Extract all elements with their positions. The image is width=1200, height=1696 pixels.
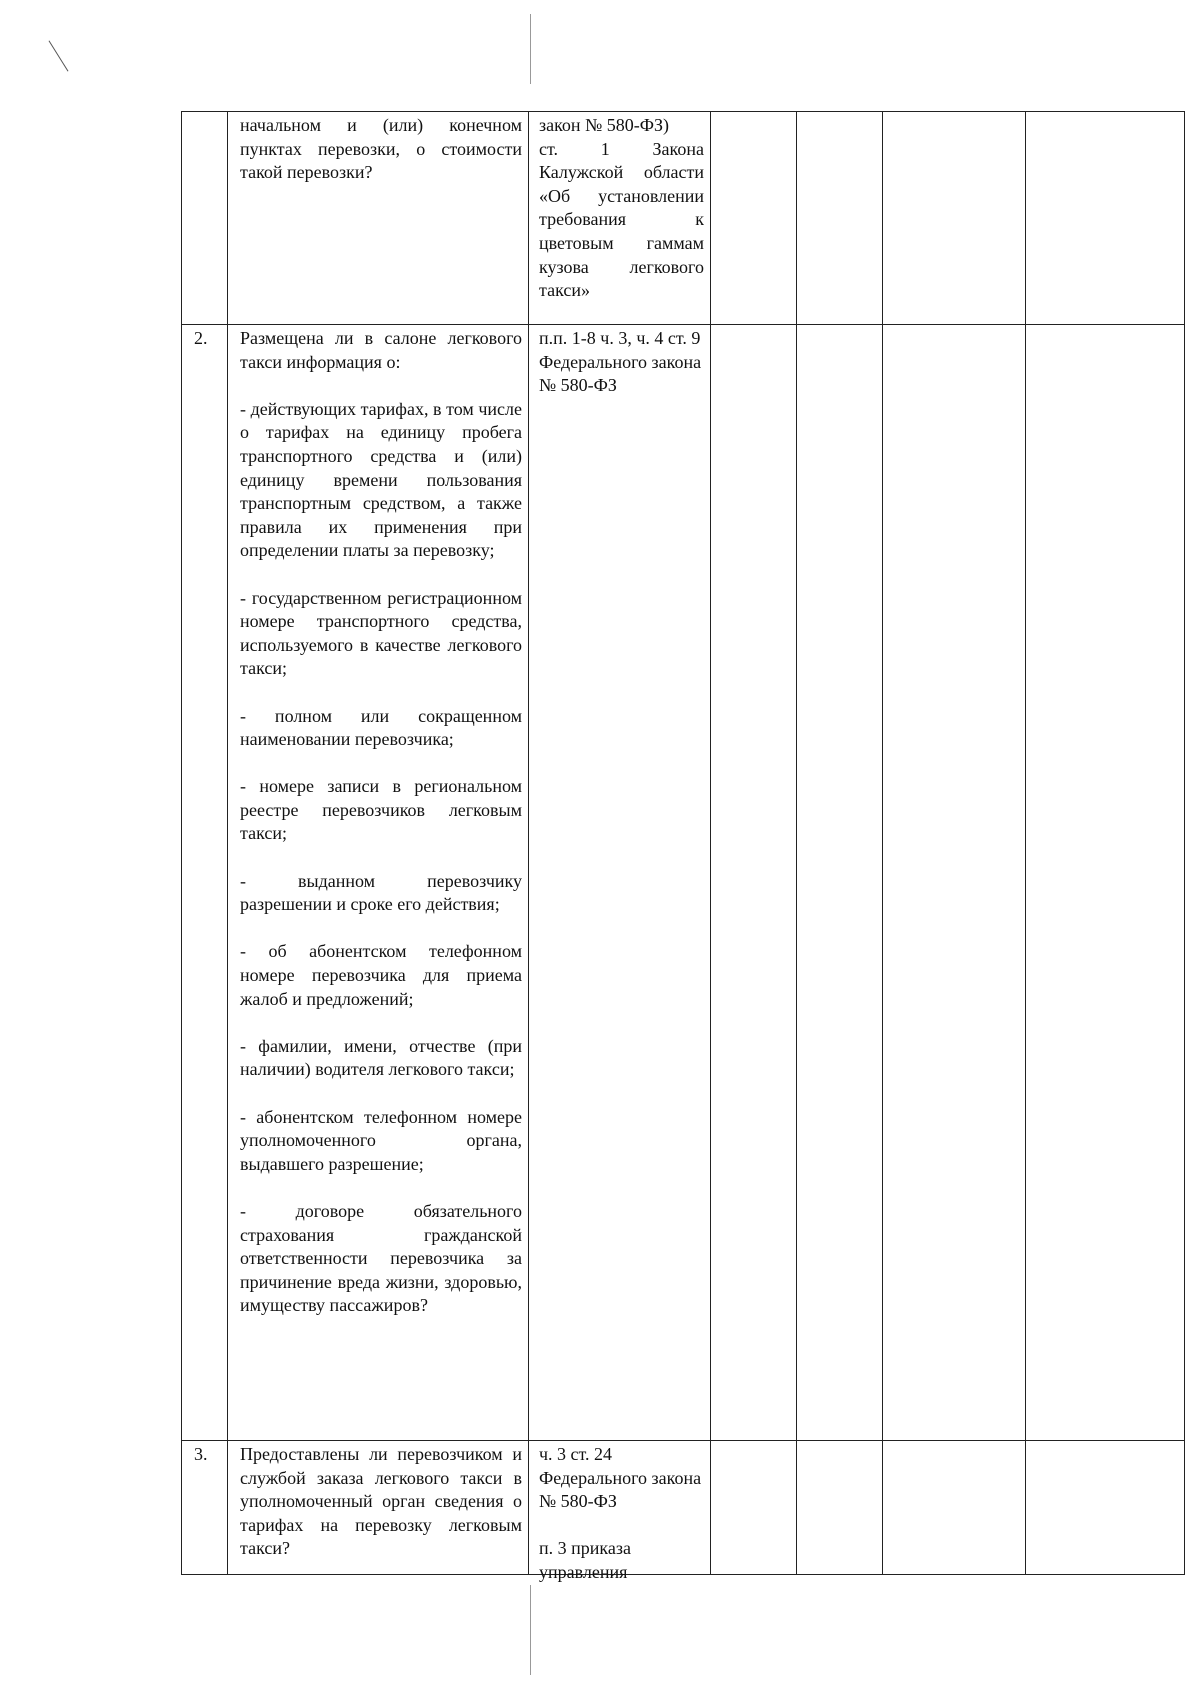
scan-mark — [530, 1585, 531, 1675]
row-number: 2. — [194, 328, 208, 348]
row-number — [182, 112, 227, 114]
question-cell — [227, 111, 528, 324]
empty-cell — [796, 1440, 882, 1575]
empty-cell — [882, 1440, 1025, 1575]
reference-paragraph: п.п. 1-8 ч. 3, ч. 4 ст. 9 Федерального закона № 580-ФЗ — [539, 328, 702, 396]
question-paragraph: - номере записи в региональном реестре перевозчиков легковым такси; — [240, 776, 522, 844]
scan-mark — [49, 40, 69, 71]
empty-cell — [882, 324, 1025, 1440]
empty-cell — [710, 111, 796, 324]
empty-cell — [1025, 324, 1185, 1440]
question-cell — [227, 1440, 528, 1575]
question-paragraph: Размещена ли в салоне легкового такси информация о: — [240, 328, 522, 372]
checklist-table — [181, 111, 1185, 1582]
question-text — [228, 325, 528, 1318]
table-row — [181, 324, 1185, 1440]
question-text — [228, 1441, 528, 1561]
reference-text — [529, 1441, 710, 1585]
reference-cell — [528, 111, 710, 324]
empty-cell — [796, 111, 882, 324]
table-row — [181, 111, 1185, 324]
empty-cell — [1025, 1440, 1185, 1575]
empty-cell — [1025, 111, 1185, 324]
question-paragraph: - абонентском телефонном номере уполномоченного органа, выдавшего разрешение; — [240, 1106, 522, 1174]
empty-cell — [710, 1440, 796, 1575]
reference-paragraph: закон № 580-ФЗ) — [539, 115, 669, 135]
row-number-cell — [181, 324, 227, 1440]
empty-cell — [882, 111, 1025, 324]
reference-cell — [528, 1440, 710, 1582]
question-paragraph: начальном и (или) конечном пунктах перевозки, о стоимости такой перевозки? — [240, 115, 522, 183]
question-paragraph: - об абонентском телефонном номере перевозчика для приема жалоб и предложений; — [240, 941, 522, 1009]
empty-cell — [796, 324, 882, 1440]
row-number-cell — [181, 1440, 227, 1575]
reference-paragraph: п. 3 приказа управления — [539, 1538, 631, 1582]
question-paragraph: - фамилии, имени, отчестве (при наличии) водителя легкового такси; — [240, 1035, 522, 1080]
row-number-cell — [181, 111, 227, 324]
question-paragraph: - государственном регистрационном номере транспортного средства, используемого в качестве легкового такси; — [240, 587, 522, 679]
table-row — [181, 1440, 1185, 1582]
question-paragraph: - действующих тарифах, в том числе о тарифах на единицу пробега транспортного средства и (или) единицу времени пользования транспортным средством, а также правила их применения при определении платы за перевозку; — [240, 398, 522, 561]
reference-text — [529, 112, 710, 303]
reference-cell — [528, 324, 710, 1440]
empty-cell — [710, 324, 796, 1440]
question-cell — [227, 324, 528, 1440]
reference-text — [529, 325, 710, 398]
row-number: 3. — [194, 1444, 208, 1464]
reference-paragraph: ч. 3 ст. 24 Федерального закона № 580-ФЗ — [539, 1444, 702, 1512]
reference-paragraph: ст. 1 Закона Калужской области «Об установлении требования к цветовым гаммам кузова легкового такси» — [539, 138, 704, 301]
question-paragraph: - выданном перевозчику разрешении и сроке его действия; — [240, 870, 522, 915]
question-paragraph: Предоставлены ли перевозчиком и службой заказа легкового такси в уполномоченный орган сведения о тарифах на перевозку легковым такси? — [240, 1444, 522, 1559]
scan-mark — [530, 14, 531, 84]
question-paragraph: - полном или сокращенном наименовании перевозчика; — [240, 705, 522, 750]
question-paragraph: - договоре обязательного страхования гражданской ответственности перевозчика за причинение вреда жизни, здоровью, имуществу пассажиров? — [240, 1200, 522, 1316]
question-text — [228, 112, 528, 185]
